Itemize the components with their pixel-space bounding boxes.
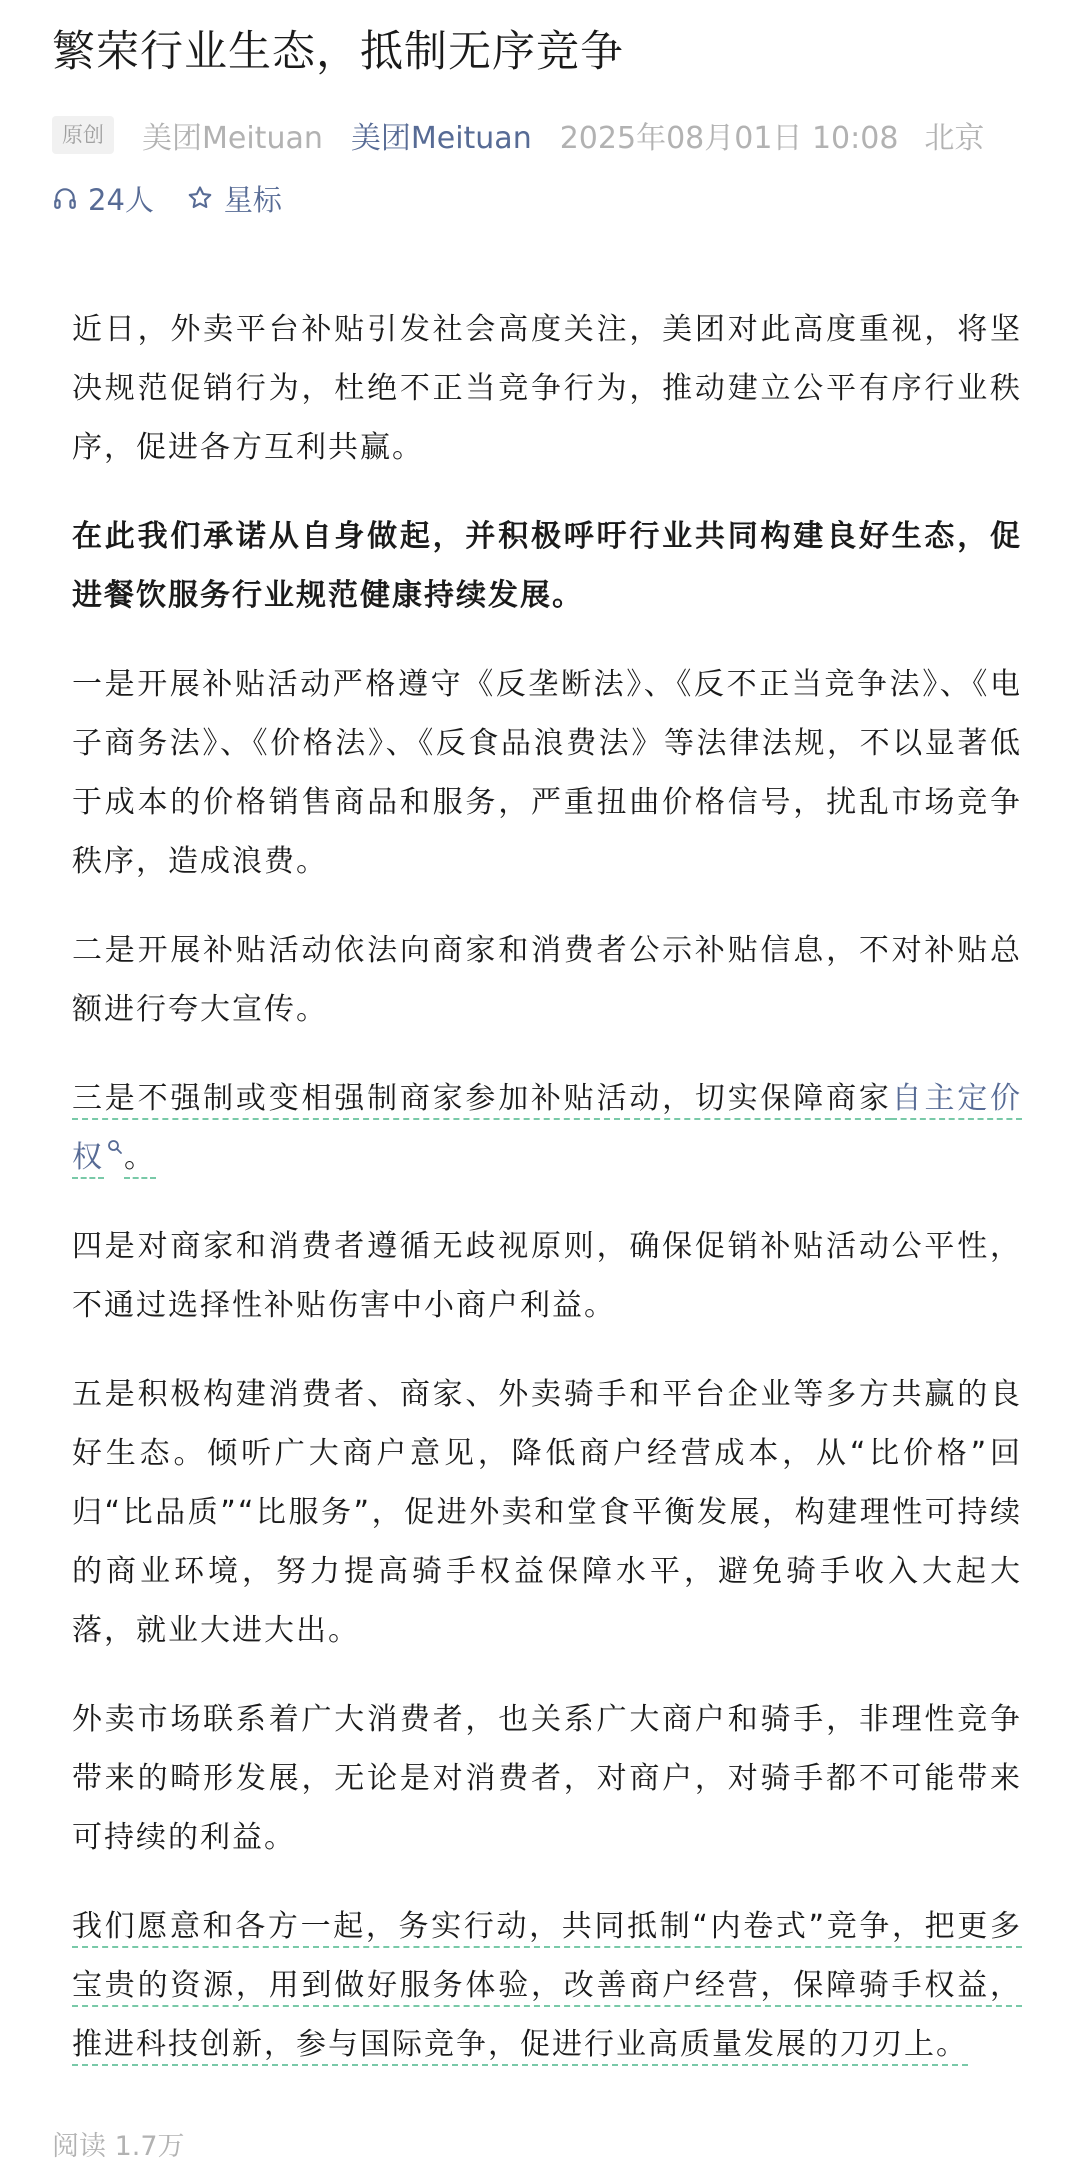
listen-button[interactable] [52, 178, 154, 219]
paragraph-2-commitment: 在此我们承诺从自身做起，并积极呼吁行业共同构建良好生态，促进餐饮服务行业规范健康持续发展。 [72, 519, 1022, 613]
star-button[interactable] [186, 178, 282, 219]
article-title: 繁荣行业生态，抵制无序竞争 [52, 27, 624, 77]
article-body [72, 300, 1022, 2104]
paragraph-3: 一是开展补贴活动严格遵守《反垄断法》、《反不正当竞争法》、《电子商务法》、《价格法》、《反食品浪费法》等法律法规，不以显著低于成本的价格销售商品和服务，严重扭曲价格信号，扰乱市场竞争秩序，造成浪费。 [72, 667, 1022, 879]
paragraph-4: 二是开展补贴活动依法向商家和消费者公示补贴信息，不对补贴总额进行夸大宣传。 [72, 933, 1022, 1027]
paragraph-7: 五是积极构建消费者、商家、外卖骑手和平台企业等多方共赢的良好生态。倾听广大商户意见，降低商户经营成本，从“比价格”回归“比品质”“比服务”，促进外卖和堂食平衡发展，构建理性可持续的商业环境，努力提高骑手权益保障水平，避免骑手收入大起大落，就业大进大出。 [72, 1377, 1022, 1648]
search-keyword-text: 自主定价权 [72, 1081, 1023, 1175]
publish-location: 北京 [924, 121, 985, 156]
star-outline-icon [186, 184, 214, 212]
paragraph-9: 我们愿意和各方一起，务实行动，共同抵制“内卷式”竞争，把更多宝贵的资源，用到做好服务体验，改善商户经营，保障骑手权益，推进科技创新，参与国际竞争，促进行业高质量发展的刀刃上。 [72, 1909, 1022, 2062]
headphones-icon [52, 185, 78, 211]
paragraph-6: 四是对商家和消费者遵循无歧视原则，确保促销补贴活动公平性，不通过选择性补贴伤害中小商户利益。 [72, 1229, 1022, 1323]
article-meta [52, 112, 984, 158]
listener-count: 24人 [88, 182, 154, 217]
paragraph-5 [72, 1069, 1022, 1187]
read-count: 阅读 1.7万 [52, 2131, 185, 2162]
publish-time: 2025年08月01日 10:08 [559, 121, 899, 156]
paragraph-1: 近日，外卖平台补贴引发社会高度关注，美团对此高度重视，将坚决规范促销行为，杜绝不正当竞争行为，推动建立公平有序行业秩序，促进各方互利共赢。 [72, 312, 1022, 465]
paragraph-5-text: 三是不强制或变相强制商家参加补贴活动，切实保障商家 [72, 1081, 892, 1116]
paragraph-5-end: 。 [124, 1140, 156, 1175]
original-badge: 原创 [52, 116, 114, 154]
account-name-link[interactable]: 美团Meituan [350, 121, 532, 156]
search-icon [106, 1138, 124, 1156]
star-label: 星标 [223, 182, 282, 217]
paragraph-8: 外卖市场联系着广大消费者，也关系广大商户和骑手，非理性竞争带来的畸形发展，无论是对消费者，对商户，对骑手都不可能带来可持续的利益。 [72, 1702, 1022, 1855]
article-actions [52, 176, 314, 220]
author-name: 美团Meituan [142, 121, 323, 156]
